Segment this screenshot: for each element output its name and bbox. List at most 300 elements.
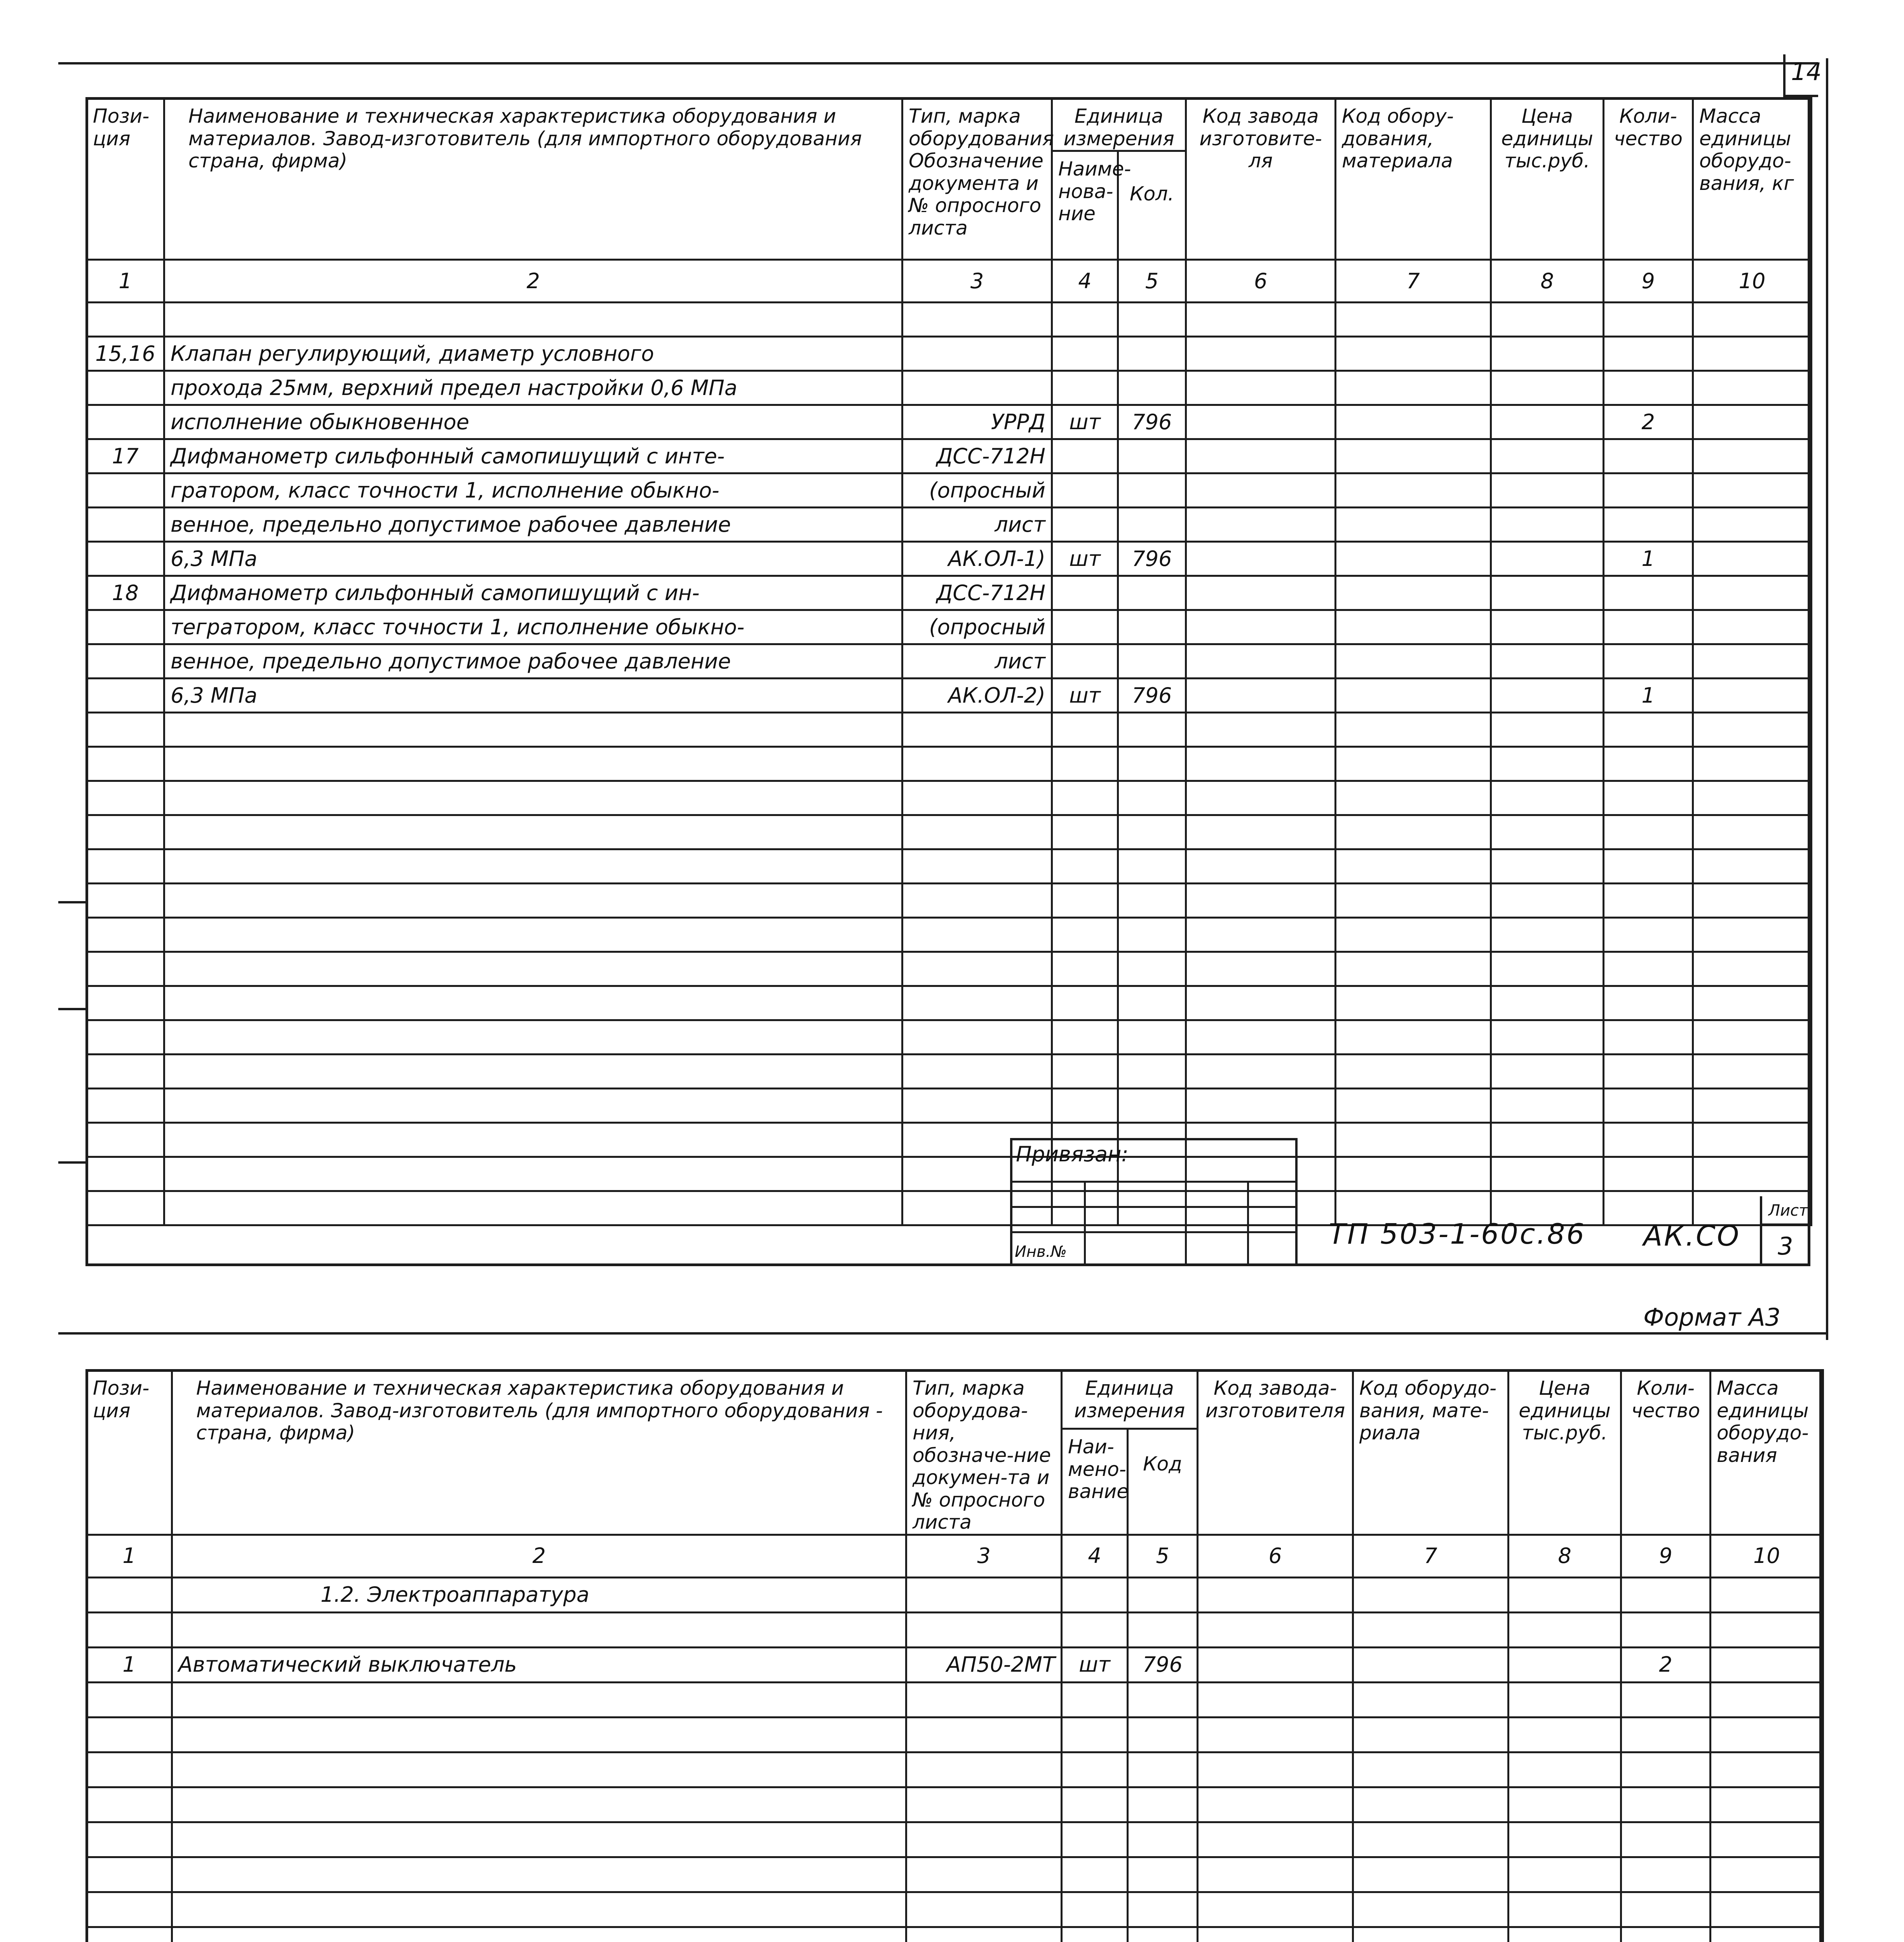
table-cell [1052, 952, 1118, 986]
cell-unit: шт [1052, 405, 1118, 439]
cell-quantity: 1 [1604, 679, 1693, 713]
table-cell [1491, 303, 1604, 337]
table-cell [1186, 884, 1336, 918]
table-cell [1491, 371, 1604, 405]
table-cell [1353, 1647, 1509, 1682]
table-cell [1186, 576, 1336, 610]
table-cell [1711, 1752, 1823, 1787]
table-cell [87, 1857, 172, 1892]
sheet-separator-line [58, 1332, 1826, 1335]
table-cell [87, 1717, 172, 1752]
table-cell [1186, 610, 1336, 644]
cell-unit [1052, 576, 1118, 610]
table-cell [87, 1020, 164, 1055]
table-cell [1693, 986, 1812, 1020]
column-number: 3 [906, 1535, 1062, 1577]
table-cell [1186, 439, 1336, 473]
table-cell [1491, 747, 1604, 781]
cell-name: прохода 25мм, верхний предел настройки 0,6 МПа [164, 371, 902, 405]
cell-unit [1052, 439, 1118, 473]
section-title-row [87, 1577, 1823, 1612]
table-cell [1711, 1927, 1823, 1942]
table-cell [1604, 713, 1693, 747]
table-cell [1604, 1089, 1693, 1123]
table-cell [1336, 1020, 1491, 1055]
table-cell [1128, 1717, 1198, 1752]
table-row [87, 918, 1812, 952]
table-cell [906, 1717, 1062, 1752]
table-cell [1604, 952, 1693, 986]
cell-quantity: 1 [1604, 542, 1693, 576]
column-number: 9 [1621, 1535, 1711, 1577]
cell-position [87, 371, 164, 405]
header-factory-code: Код завода-изготовителя [1198, 1370, 1353, 1535]
table-cell [164, 1020, 902, 1055]
cell-unit-code [1118, 337, 1186, 371]
table-row [87, 986, 1812, 1020]
table-cell [1336, 679, 1491, 713]
table-cell [1604, 815, 1693, 849]
table-cell [1336, 303, 1491, 337]
header-type: Тип, марка оборудова-ния, обозначе-ние докумен-та и № опросного листа [906, 1370, 1062, 1535]
table-cell [1336, 1089, 1491, 1123]
table-cell [1052, 1089, 1118, 1123]
table-cell [1491, 610, 1604, 644]
cell-position [87, 1612, 172, 1647]
header-quantity: Коли-чество [1621, 1370, 1711, 1535]
cell-position [87, 644, 164, 679]
table-cell [1604, 849, 1693, 884]
cell-unit [1052, 473, 1118, 508]
cell-unit-code: 796 [1118, 405, 1186, 439]
document-mark: АК.СО [1643, 1220, 1741, 1252]
table-cell [1186, 508, 1336, 542]
table-cell [87, 1191, 164, 1225]
table-cell [87, 1089, 164, 1123]
stamp-line [1762, 1223, 1810, 1225]
cell-type: (опросный [902, 473, 1052, 508]
table-cell [172, 1787, 906, 1822]
table-row [87, 1752, 1823, 1787]
stamp-line [1010, 1206, 1298, 1208]
table-cell [1693, 371, 1812, 405]
table-cell [1052, 1020, 1118, 1055]
table-row [87, 1157, 1812, 1191]
table-cell [1711, 1577, 1823, 1612]
table-cell [1336, 542, 1491, 576]
table-cell [164, 849, 902, 884]
table-cell [902, 713, 1052, 747]
cell-quantity [1604, 610, 1693, 644]
table-cell [1052, 884, 1118, 918]
cell-unit: шт [1062, 1647, 1128, 1682]
table-cell [1693, 439, 1812, 473]
table-cell [1128, 1752, 1198, 1787]
table-cell [1336, 713, 1491, 747]
table-cell [1491, 1055, 1604, 1089]
table-cell [164, 952, 902, 986]
table-cell [1052, 918, 1118, 952]
cell-name: тегратором, класс точности 1, исполнение обыкно- [164, 610, 902, 644]
table-cell [906, 1577, 1062, 1612]
table-cell [1118, 815, 1186, 849]
table-cell [1186, 815, 1336, 849]
table-cell [87, 986, 164, 1020]
table-cell [1336, 918, 1491, 952]
table-cell [164, 918, 902, 952]
cell-name [164, 303, 902, 337]
table-cell [1198, 1612, 1353, 1647]
table-cell [1128, 1857, 1198, 1892]
table-cell [87, 815, 164, 849]
table-row [87, 747, 1812, 781]
stamp-line [1247, 1181, 1249, 1266]
table-cell [906, 1787, 1062, 1822]
cell-name: Дифманометр сильфонный самопишущий с инте- [164, 439, 902, 473]
header-unit-group: Единица измерения [1052, 98, 1186, 151]
table-cell [87, 1157, 164, 1191]
cell-type: АП50-2МТ [906, 1647, 1062, 1682]
linked-label: Привязан: [1016, 1142, 1129, 1166]
cell-type: ДСС-712Н [902, 576, 1052, 610]
table-cell [1128, 1577, 1198, 1612]
cell-unit-code [1118, 644, 1186, 679]
table-cell [902, 918, 1052, 952]
table-cell [1198, 1577, 1353, 1612]
table-cell [1353, 1577, 1509, 1612]
table-cell [1336, 849, 1491, 884]
table-cell [1118, 918, 1186, 952]
cell-type: УРРД [902, 405, 1052, 439]
table-row [87, 1682, 1823, 1717]
inventory-label: Инв.№ [1015, 1243, 1067, 1261]
table-cell [1186, 747, 1336, 781]
table-cell [1693, 849, 1812, 884]
table-cell [87, 747, 164, 781]
table-cell [1118, 747, 1186, 781]
cell-type [906, 1612, 1062, 1647]
table-row [87, 952, 1812, 986]
column-number: 10 [1693, 260, 1812, 303]
table-cell [1693, 644, 1812, 679]
header-position: Пози-ция [87, 1370, 172, 1535]
table-cell [1693, 781, 1812, 815]
column-number: 5 [1128, 1535, 1198, 1577]
page-number: 14 [1791, 57, 1822, 86]
table-cell [1118, 781, 1186, 815]
column-number-row [87, 1535, 1823, 1577]
cell-unit [1052, 303, 1118, 337]
column-number: 8 [1491, 260, 1604, 303]
table-cell [1604, 986, 1693, 1020]
table-cell [164, 986, 902, 1020]
table-cell [1711, 1612, 1823, 1647]
table-cell [1491, 644, 1604, 679]
cell-quantity: 2 [1604, 405, 1693, 439]
column-number: 1 [87, 260, 164, 303]
table-cell [1186, 644, 1336, 679]
table-cell [902, 1089, 1052, 1123]
table-row [87, 439, 1812, 473]
table-cell [1621, 1682, 1711, 1717]
table-cell [87, 1892, 172, 1927]
table-cell [1052, 1055, 1118, 1089]
table-cell [1062, 1752, 1128, 1787]
table-cell [1186, 781, 1336, 815]
binding-mark [58, 1161, 85, 1164]
cell-unit-code [1118, 439, 1186, 473]
cell-name: 6,3 МПа [164, 679, 902, 713]
table-cell [1118, 1020, 1186, 1055]
cell-unit [1052, 508, 1118, 542]
table-cell [1118, 986, 1186, 1020]
table-cell [1693, 473, 1812, 508]
column-number: 8 [1509, 1535, 1621, 1577]
table-cell [1491, 849, 1604, 884]
table-cell [87, 849, 164, 884]
table-cell [87, 1787, 172, 1822]
table-cell [1509, 1822, 1621, 1857]
cell-unit-code [1118, 303, 1186, 337]
table-cell [1353, 1892, 1509, 1927]
cell-quantity [1604, 508, 1693, 542]
table-row [87, 1927, 1823, 1942]
cell-position [87, 473, 164, 508]
header-unit-name: Наи-мено-вание [1062, 1429, 1128, 1535]
table-row [87, 1822, 1823, 1857]
cell-name: исполнение обыкновенное [164, 405, 902, 439]
table-cell [1693, 918, 1812, 952]
table-cell [906, 1892, 1062, 1927]
table-cell [902, 1020, 1052, 1055]
table-cell [87, 781, 164, 815]
table-cell [1198, 1647, 1353, 1682]
table-cell [164, 815, 902, 849]
table-cell [1186, 337, 1336, 371]
table-cell [1052, 849, 1118, 884]
binding-mark [58, 901, 85, 903]
sheet-label: Лист [1768, 1202, 1808, 1220]
table-cell [87, 918, 164, 952]
table-cell [1604, 1157, 1693, 1191]
table-cell [1711, 1647, 1823, 1682]
table-cell [1186, 405, 1336, 439]
table-cell [906, 1927, 1062, 1942]
table-cell [1621, 1577, 1711, 1612]
table-cell [1693, 303, 1812, 337]
header-mass: Масса единицы оборудо-вания, кг [1693, 98, 1812, 260]
table-cell [87, 713, 164, 747]
table-cell [1509, 1787, 1621, 1822]
table-cell [87, 1577, 172, 1612]
top-border-line [58, 62, 1818, 64]
table-cell [1198, 1787, 1353, 1822]
table-cell [1693, 610, 1812, 644]
table-cell [906, 1682, 1062, 1717]
table-cell [1198, 1822, 1353, 1857]
cell-unit-code [1118, 610, 1186, 644]
table-cell [1604, 1055, 1693, 1089]
table-cell [902, 1055, 1052, 1089]
table-cell [87, 1123, 164, 1157]
table-cell [172, 1927, 906, 1942]
table-cell [1353, 1857, 1509, 1892]
cell-type: лист [902, 644, 1052, 679]
cell-name [172, 1612, 906, 1647]
table-cell [1353, 1682, 1509, 1717]
table-cell [87, 1752, 172, 1787]
table-cell [1509, 1717, 1621, 1752]
table-cell [1198, 1717, 1353, 1752]
table-cell [1604, 918, 1693, 952]
table-cell [1336, 815, 1491, 849]
table-cell [1128, 1682, 1198, 1717]
cell-name: 6,3 МПа [164, 542, 902, 576]
table-cell [87, 1055, 164, 1089]
sheet-number-box [1760, 1196, 1810, 1266]
column-number: 2 [164, 260, 902, 303]
cell-position: 1 [87, 1647, 172, 1682]
table-row [87, 1020, 1812, 1055]
table-cell [1491, 473, 1604, 508]
table-cell [1336, 508, 1491, 542]
table-cell [1491, 918, 1604, 952]
table-cell [1186, 1020, 1336, 1055]
table-cell [1693, 1089, 1812, 1123]
table-row [87, 1055, 1812, 1089]
header-unit-code: Кол. [1118, 151, 1186, 260]
table-cell [1128, 1927, 1198, 1942]
table-cell [1621, 1752, 1711, 1787]
table-row [87, 1892, 1823, 1927]
table-row [87, 576, 1812, 610]
page-number-box [1783, 54, 1822, 97]
table-cell [1336, 576, 1491, 610]
table-cell [1062, 1857, 1128, 1892]
cell-unit-code [1118, 508, 1186, 542]
table-cell [164, 713, 902, 747]
header-equipment-code: Код обору-дования, материала [1336, 98, 1491, 260]
right-edge-line [1826, 58, 1828, 1340]
table-cell [906, 1857, 1062, 1892]
table-cell [1491, 781, 1604, 815]
table-cell [1336, 371, 1491, 405]
table-row [87, 815, 1812, 849]
table-cell [1062, 1682, 1128, 1717]
table-cell [1186, 1055, 1336, 1089]
column-number: 2 [172, 1535, 906, 1577]
table-cell [1186, 371, 1336, 405]
table-cell [1621, 1787, 1711, 1822]
table-cell [1336, 781, 1491, 815]
table-cell [906, 1752, 1062, 1787]
table-cell [1693, 337, 1812, 371]
table-row [87, 337, 1812, 371]
table-row [87, 473, 1812, 508]
table-cell [1509, 1577, 1621, 1612]
table-cell [1693, 1157, 1812, 1191]
table-cell [1186, 849, 1336, 884]
cell-name: гратором, класс точности 1, исполнение обыкно- [164, 473, 902, 508]
table-cell [902, 952, 1052, 986]
table-cell [1118, 713, 1186, 747]
table-cell [902, 986, 1052, 1020]
table-cell [1491, 713, 1604, 747]
table-cell [1062, 1717, 1128, 1752]
cell-quantity [1604, 644, 1693, 679]
header-price: Цена единицы тыс.руб. [1491, 98, 1604, 260]
table-cell [1693, 679, 1812, 713]
cell-position: 17 [87, 439, 164, 473]
cell-unit-code [1128, 1612, 1198, 1647]
table-cell [1604, 1020, 1693, 1055]
cell-unit: шт [1052, 542, 1118, 576]
table-cell [1693, 576, 1812, 610]
table-row [87, 1089, 1812, 1123]
cell-position [87, 679, 164, 713]
table-cell [1711, 1787, 1823, 1822]
table-cell [172, 1822, 906, 1857]
table-cell [1118, 952, 1186, 986]
table-row [87, 610, 1812, 644]
header-mass: Масса единицы оборудо-вания [1711, 1370, 1823, 1535]
cell-unit [1052, 610, 1118, 644]
table-cell [1336, 1157, 1491, 1191]
column-number: 5 [1118, 260, 1186, 303]
table-cell [1711, 1857, 1823, 1892]
table-cell [1052, 713, 1118, 747]
cell-quantity [1604, 576, 1693, 610]
table-cell [1062, 1577, 1128, 1612]
cell-quantity [1604, 439, 1693, 473]
table-cell [1491, 1157, 1604, 1191]
table-cell [1186, 713, 1336, 747]
header-position: Пози-ция [87, 98, 164, 260]
format-label: Формат А3 [1643, 1303, 1781, 1331]
table-row [87, 849, 1812, 884]
table-cell [1336, 644, 1491, 679]
cell-quantity [1621, 1612, 1711, 1647]
table-cell [1336, 1055, 1491, 1089]
table-cell [1491, 576, 1604, 610]
cell-name: Дифманометр сильфонный самопишущий с ин- [164, 576, 902, 610]
table-cell [1693, 508, 1812, 542]
table-cell [1693, 1123, 1812, 1157]
table-cell [1118, 1089, 1186, 1123]
table-cell [1711, 1892, 1823, 1927]
cell-position [87, 303, 164, 337]
cell-quantity [1604, 337, 1693, 371]
table-cell [164, 1055, 902, 1089]
column-number: 7 [1353, 1535, 1509, 1577]
table-cell [1491, 679, 1604, 713]
table-cell [1052, 747, 1118, 781]
table-cell [1052, 815, 1118, 849]
table-cell [1062, 1892, 1128, 1927]
cell-unit [1052, 337, 1118, 371]
cell-type [902, 371, 1052, 405]
cell-position [87, 610, 164, 644]
table-cell [1336, 610, 1491, 644]
cell-position: 15,16 [87, 337, 164, 371]
cell-quantity: 2 [1621, 1647, 1711, 1682]
table-cell [1336, 337, 1491, 371]
table-row [87, 508, 1812, 542]
column-number-row [87, 260, 1812, 303]
table-cell [1186, 918, 1336, 952]
cell-type: (опросный [902, 610, 1052, 644]
table-cell [1198, 1752, 1353, 1787]
